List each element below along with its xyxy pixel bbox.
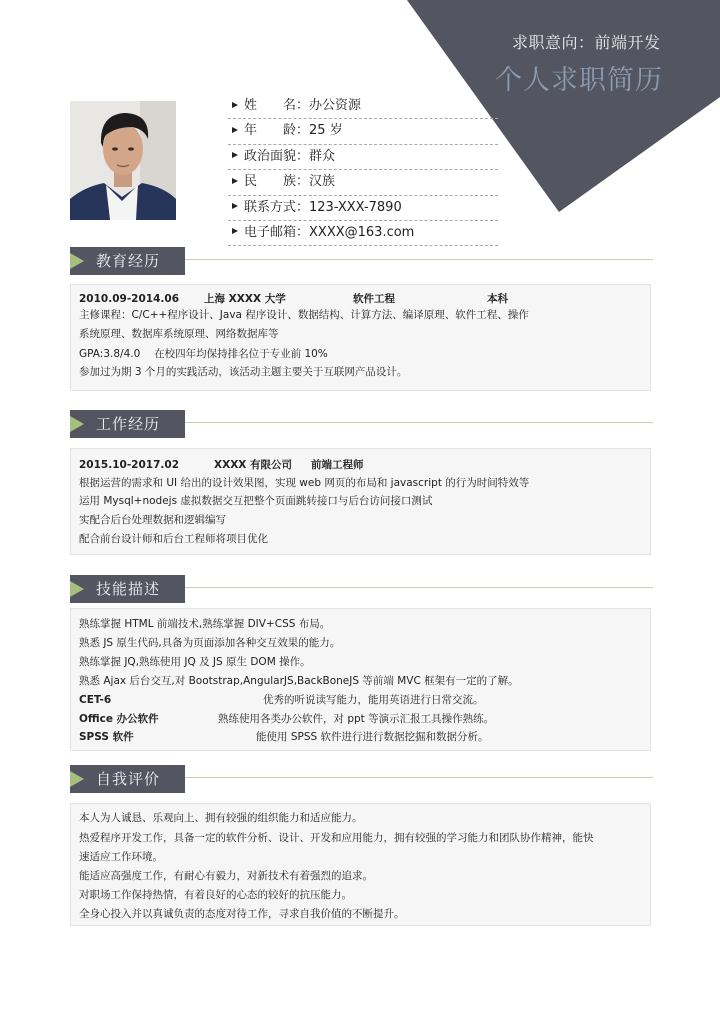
info-value: 123-XXX-7890 bbox=[309, 199, 402, 215]
work-content bbox=[70, 448, 651, 555]
skill-line: 熟练掌握 JQ,熟练使用 JQ 及 JS 原生 DOM 操作。 bbox=[79, 656, 311, 668]
triangle-bullet-icon bbox=[232, 203, 238, 209]
skill-line: 熟悉 JS 原生代码,具备为页面添加各种交互效果的能力。 bbox=[79, 637, 341, 649]
info-label: 年 龄 bbox=[244, 123, 297, 139]
info-value: XXXX@163.com bbox=[309, 224, 415, 240]
section-header-education bbox=[70, 247, 653, 275]
education-line: 主修课程：C/C++程序设计、Java 程序设计、数据结构、计算方法、编译原理、软件工程、操作 bbox=[79, 309, 529, 321]
work-position: 前端工程师 bbox=[311, 459, 364, 471]
info-value: 25 岁 bbox=[309, 123, 343, 139]
play-arrow-icon bbox=[70, 581, 84, 597]
info-row-phone bbox=[228, 196, 498, 221]
section-title: 技能描述 bbox=[96, 580, 161, 598]
section-header-work bbox=[70, 410, 653, 438]
triangle-bullet-icon bbox=[232, 152, 238, 158]
info-row-email bbox=[228, 221, 498, 246]
education-school: 上海 XXXX 大学 bbox=[204, 293, 286, 305]
cert-desc: 优秀的听说读写能力，能用英语进行日常交流。 bbox=[263, 694, 484, 706]
self-eval-line: 能适应高强度工作，有耐心有毅力，对新技术有着强烈的追求。 bbox=[79, 870, 373, 882]
info-row-ethnicity bbox=[228, 170, 498, 195]
self-evaluation-content bbox=[70, 803, 651, 926]
education-content bbox=[70, 284, 651, 391]
self-eval-line: 速适应工作环境。 bbox=[79, 851, 163, 863]
info-separator: ： bbox=[296, 148, 310, 164]
job-intent: 求职意向：前端开发 bbox=[512, 33, 661, 52]
triangle-bullet-icon bbox=[232, 102, 238, 108]
cert-name: CET-6 bbox=[79, 694, 112, 706]
work-line: 根据运营的需求和 UI 给出的设计效果图，实现 web 网页的布局和 javascript 的行为时间特效等 bbox=[79, 477, 530, 489]
info-label: 民 族 bbox=[244, 174, 297, 190]
education-line: GPA:3.8/4.0 在校四年均保持排名位于专业前 10% bbox=[79, 348, 328, 360]
cert-name: Office 办公软件 bbox=[79, 713, 159, 725]
play-arrow-icon bbox=[70, 416, 84, 432]
education-major: 软件工程 bbox=[353, 293, 395, 305]
skill-line: 熟悉 Ajax 后台交互,对 Bootstrap,AngularJS,BackBoneJS 等前端 MVC 框架有一定的了解。 bbox=[79, 675, 519, 687]
section-divider bbox=[185, 587, 653, 588]
work-line: 运用 Mysql+nodejs 虚拟数据交互把整个页面跳转接口与后台访问接口测试 bbox=[79, 495, 433, 507]
work-company: XXXX 有限公司 bbox=[214, 459, 293, 471]
info-value: 办公资源 bbox=[309, 98, 362, 113]
info-label: 姓 名 bbox=[244, 98, 297, 113]
triangle-bullet-icon bbox=[232, 127, 238, 133]
section-header-skills bbox=[70, 575, 653, 603]
self-eval-line: 对职场工作保持热情，有着良好的心态的较好的抗压能力。 bbox=[79, 889, 352, 901]
info-value: 汉族 bbox=[309, 174, 336, 190]
triangle-bullet-icon bbox=[232, 228, 238, 234]
education-line: 参加过为期 3 个月的实践活动，该活动主题主要关于互联网产品设计。 bbox=[79, 366, 408, 378]
cert-name: SPSS 软件 bbox=[79, 731, 134, 743]
info-row-name bbox=[228, 94, 498, 119]
play-arrow-icon bbox=[70, 771, 84, 787]
education-degree: 本科 bbox=[487, 293, 508, 305]
info-label: 电子邮箱 bbox=[244, 224, 297, 240]
education-line: 系统原理、数据库系统原理、网络数据库等 bbox=[79, 328, 279, 340]
play-arrow-icon bbox=[70, 253, 84, 269]
info-separator: ： bbox=[296, 123, 310, 139]
triangle-bullet-icon bbox=[232, 178, 238, 184]
info-separator: ： bbox=[296, 98, 310, 113]
section-divider bbox=[185, 422, 653, 423]
info-label: 联系方式 bbox=[244, 199, 297, 215]
section-title: 工作经历 bbox=[96, 415, 161, 433]
info-value: 群众 bbox=[309, 148, 336, 164]
education-period: 2010.09-2014.06 bbox=[79, 293, 180, 305]
section-divider bbox=[185, 259, 653, 260]
resume-title: 个人求职简历 bbox=[495, 65, 663, 96]
section-divider bbox=[185, 777, 653, 778]
skill-line: 熟练掌握 HTML 前端技术,熟练掌握 DIV+CSS 布局。 bbox=[79, 618, 331, 630]
section-title: 教育经历 bbox=[96, 252, 161, 270]
section-title: 自我评价 bbox=[96, 770, 161, 788]
info-label: 政治面貌 bbox=[244, 148, 297, 164]
info-separator: ： bbox=[296, 199, 310, 215]
self-eval-line: 全身心投入并以真诚负责的态度对待工作，寻求自我价值的不断提升。 bbox=[79, 908, 405, 920]
cert-desc: 能使用 SPSS 软件进行进行数据挖掘和数据分析。 bbox=[256, 731, 489, 743]
info-row-age bbox=[228, 119, 498, 144]
work-period: 2015.10-2017.02 bbox=[79, 459, 180, 471]
work-line: 配合前台设计师和后台工程师将项目优化 bbox=[79, 533, 268, 545]
info-separator: ： bbox=[296, 224, 310, 240]
info-separator: ： bbox=[296, 174, 310, 190]
work-line: 实配合后台处理数据和逻辑编写 bbox=[79, 514, 226, 526]
basic-info-list bbox=[228, 94, 498, 246]
info-row-political-status bbox=[228, 145, 498, 170]
section-header-self-evaluation bbox=[70, 765, 653, 793]
skills-content bbox=[70, 608, 651, 751]
avatar-photo bbox=[70, 101, 176, 220]
self-eval-line: 热爱程序开发工作，具备一定的软件分析、设计、开发和应用能力，拥有较强的学习能力和团队协作精神，能快 bbox=[79, 832, 594, 844]
person-portrait-icon bbox=[70, 101, 176, 220]
cert-desc: 熟练使用各类办公软件，对 ppt 等演示汇报工具操作熟练。 bbox=[218, 713, 495, 725]
self-eval-line: 本人为人诚恳、乐观向上、拥有较强的组织能力和适应能力。 bbox=[79, 812, 363, 824]
